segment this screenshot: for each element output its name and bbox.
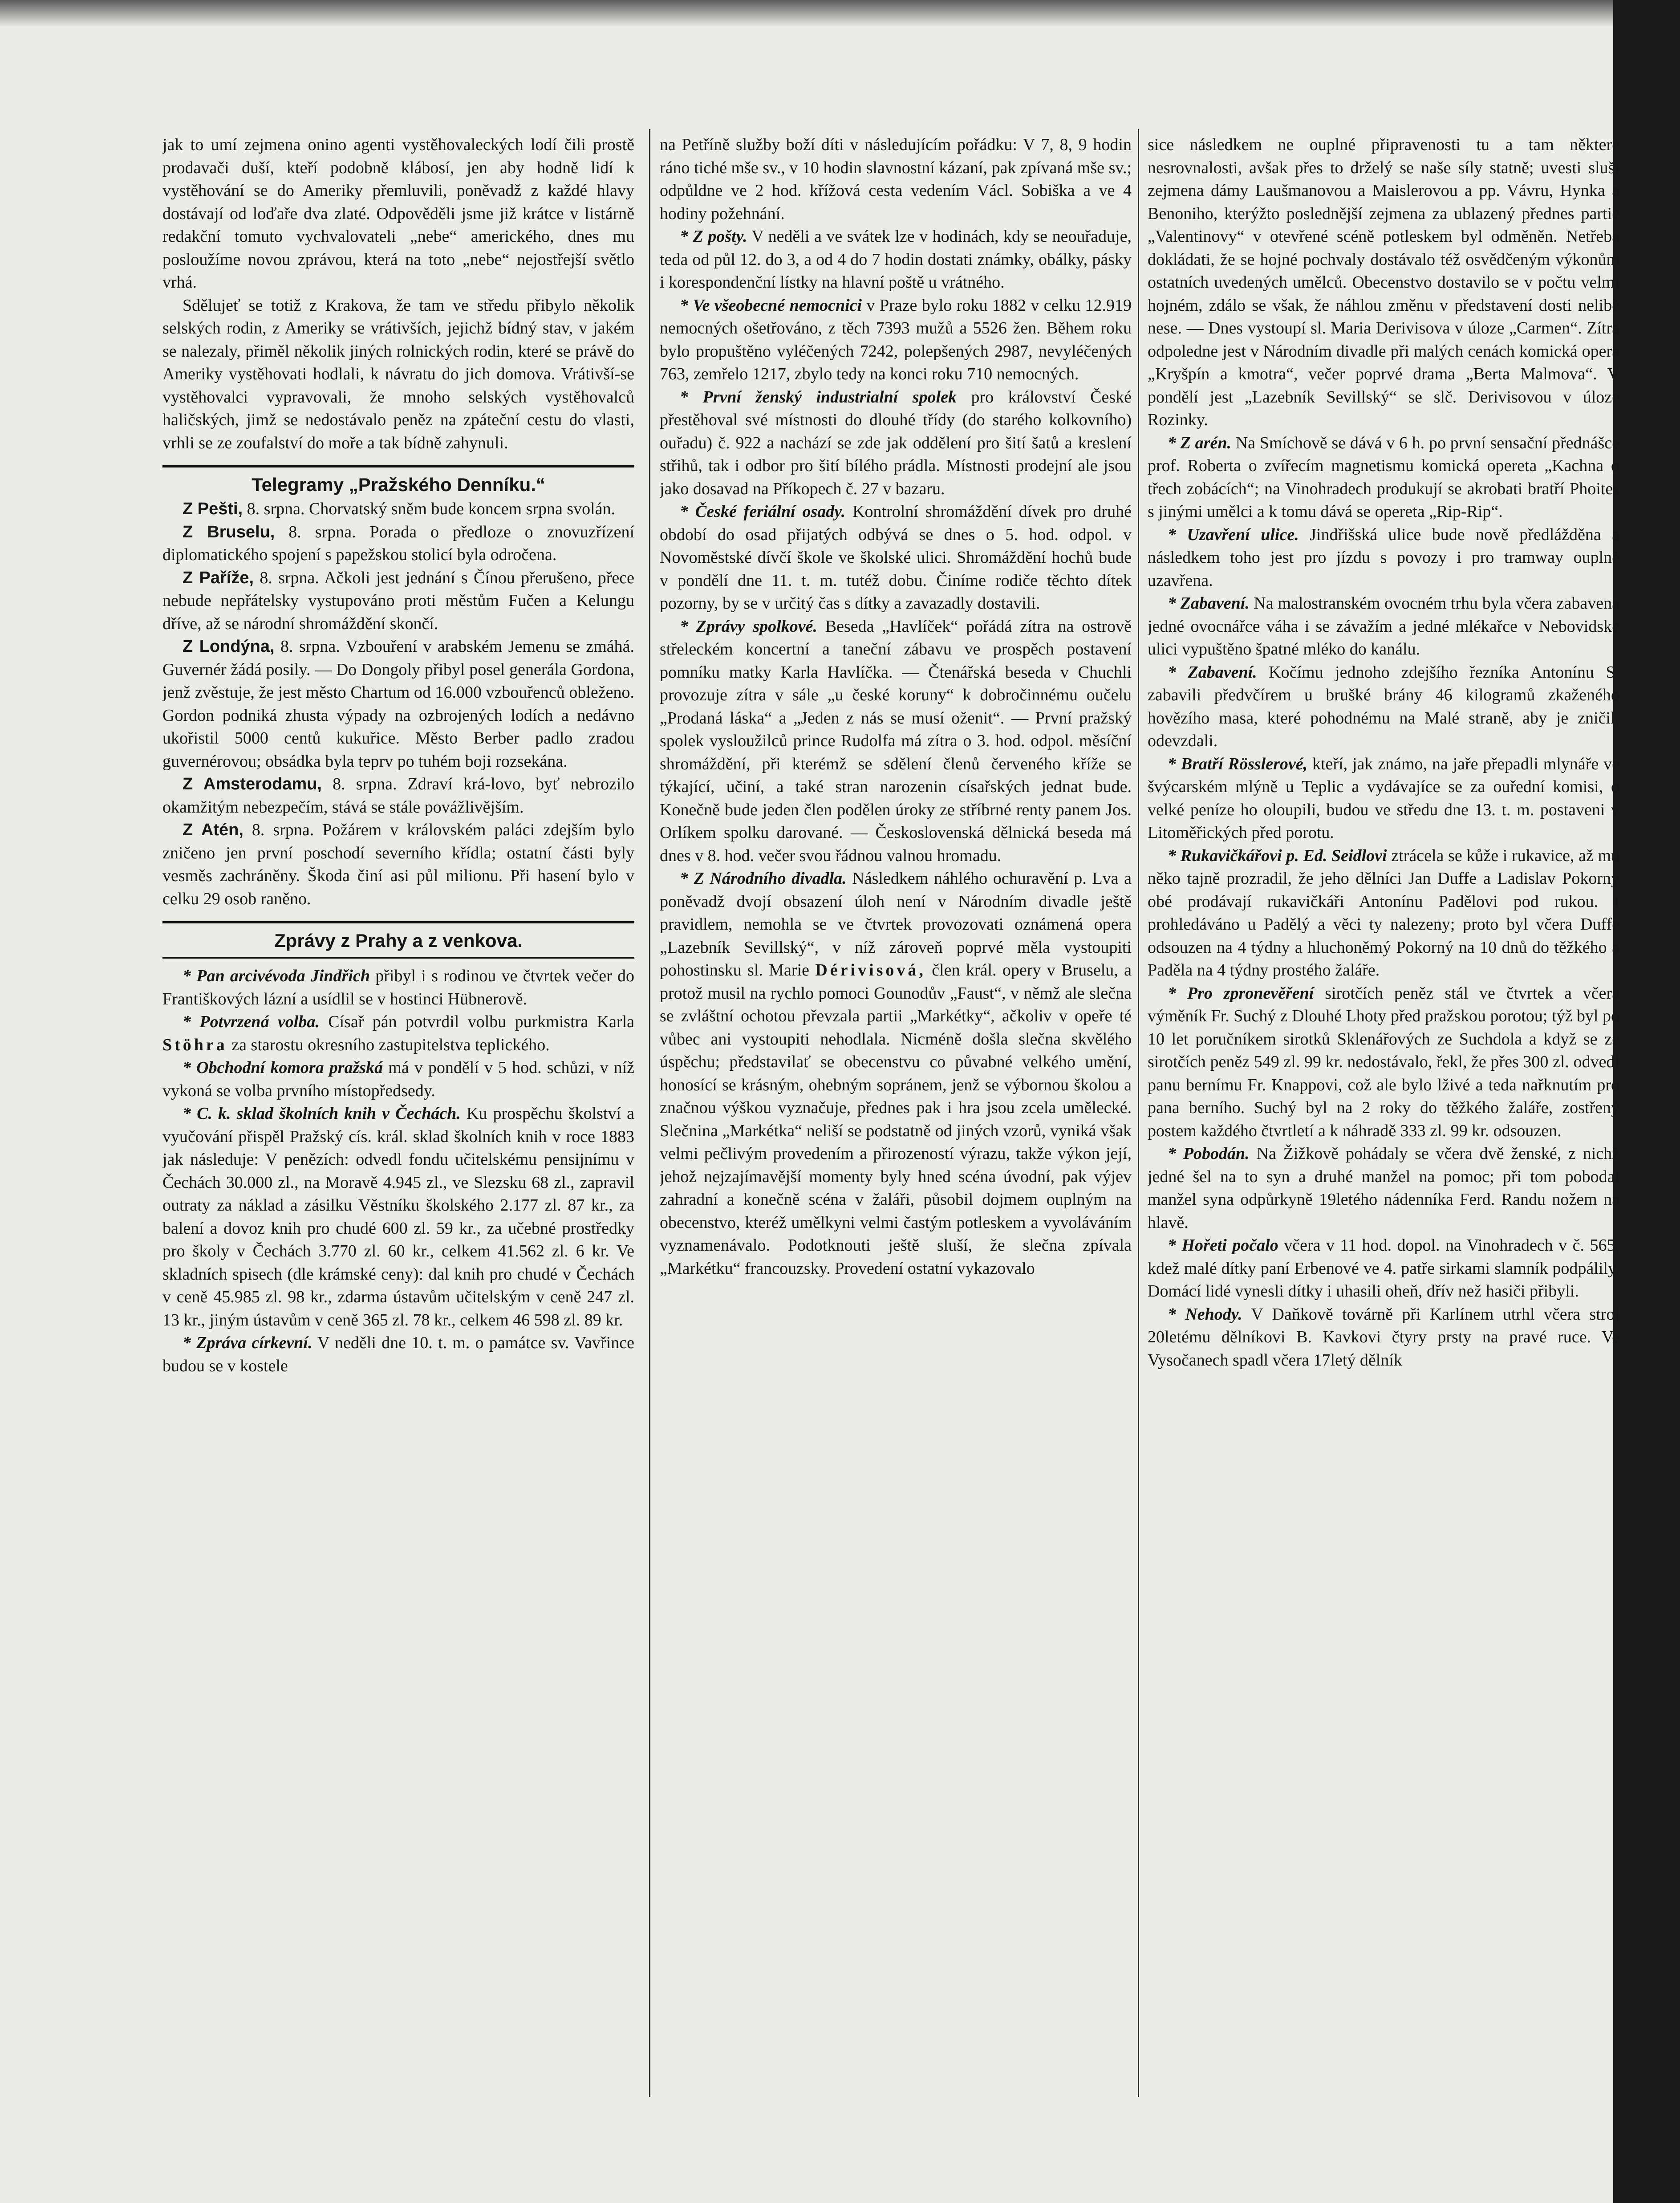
heading-rule (162, 957, 634, 959)
news-title: * Nehody. (1168, 1305, 1242, 1324)
news-title: * Zabavení. (1168, 594, 1250, 613)
news-text: Následkem náhlého ochuravění p. Lva a poněvadž dvojí obsazení úloh není v Národním divadle ještě pravidlem, nemohla se ve čtvrtek provozovati oznámená opera „Lazebník Sevillský“, v níž zároveň poprvé měla vystoupiti pohostinsku sl. Marie (660, 869, 1132, 980)
news-title: * Zpráva církevní. (183, 1333, 312, 1352)
news-name: Dérivisová, (815, 961, 926, 980)
news-text: pro království České přestěhoval své místnosti do dlouhé třídy (do starého kolkovního) ouřadu) č. 922 a nachází se zde jak oddělení pro šití šatů a kreslení střihů, tak i odbor pro šití bílého prádla. Místnosti prodejní ale jsou jako dosavad na Příkopech č. 27 v bazaru. (660, 387, 1132, 498)
telegram-item (162, 635, 634, 773)
telegrams-heading: Telegramy „Pražského Denníku.“ (252, 474, 545, 495)
news-title: * Z Národního divadla. (680, 869, 847, 888)
news-title: * Obchodní komora pražská (183, 1058, 383, 1077)
news-title: * Zprávy spolkové. (680, 617, 817, 636)
news-title: * Rukavičkářovi p. Ed. Seidlovi (1168, 846, 1387, 865)
telegram-text: 8. srpna. Zdraví krá-lovo, byť nebrozilo okamžitým nebezpečím, stává se stále povážlivějším. (162, 775, 634, 817)
news-text: má v pondělí v 5 hod. schůzi, v níž vykoná se volba prvního místopředsedy. (162, 1058, 634, 1100)
scan-top-shadow (0, 0, 1680, 27)
news-title: * První ženský industrialní spolek (680, 387, 957, 406)
news-item (1148, 845, 1619, 982)
news-text: člen král. opery v Bruselu, a protož musil na rychlo pomoci Gounodův „Faust“, v němž ale slečna se zvláštní ochotou převzala partii „Markétky“, ačkoliv v opeře té vůbec ani vystoupiti nehodlala. Nicméně došla slečna skvělého úspěchu; představilať se obecenstvu co půvabné velkého umění, honosící se krásným, ohebným sopránem, jenž se výbornou školou a značnou výškou vyznačuje, přednes pak i hra jsou zcela umělecké. Slečnina „Markétka“ neliší se podstatně od jiných vzorů, vyniká však velmi pečlivým provedením a přirozeností výrazu, takže výkon její, jehož nejzajímavější momenty byly hned scéna úvodní, pak výjev zahradní a konečně scéna v žaláři, působil dojmem ouplným na obecenstvo, kteréž umělkyni velmi častým potleskem a vyvoláváním vyznamenávalo. Podotknouti ještě sluší, že slečna zpívala „Markétku“ francouzsky. Provedení ostatní vykazovalo (660, 961, 1132, 1278)
news-title: * Uzavření ulice. (1168, 525, 1299, 544)
news-text: V Daňkově továrně při Karlínem utrhl včera stroj 20letému dělníkovi B. Kavkovi čtyry prsty na pravé ruce. Ve Vysočanech spadl včera 17letý dělník (1148, 1305, 1619, 1370)
news-text: Jindřišská ulice bude nově předlážděna a následkem toho jest pro jízdu s povozy i pro tramway ouplně uzavřena. (1148, 525, 1619, 590)
news-title: * Hořeti počalo (1168, 1236, 1278, 1255)
news-title: * České feriální osady. (680, 502, 846, 521)
news-item (1148, 592, 1619, 661)
telegram-place: Z Bruselu, (183, 522, 275, 541)
news-item (1148, 1234, 1619, 1303)
news-item (162, 1057, 634, 1102)
news-title: * C. k. sklad školních knih v Čechách. (183, 1104, 461, 1123)
news-item (1148, 661, 1619, 753)
news-item (1148, 432, 1619, 524)
column-divider (1138, 129, 1139, 2097)
paragraph: na Petříně služby boží díti v následujícím pořádku: V 7, 8, 9 hodin ráno tiché mše sv., v 10 hodin slavnostní kázaní, pak zpívaná mše sv.; odpůldne ve 2 hod. křížová cesta vedením Václ. Sobiška a ve 4 hodiny požehnání. (660, 135, 1132, 223)
news-text: Na malostranském ovocném trhu byla včera zabavena jedné ovocnářce váha i se závažím a jedné mlékařce v Nebovidské ulici vypuštěno špatné mléko do kanálu. (1148, 594, 1619, 658)
news-item (660, 500, 1132, 615)
news-text: přibyl i s rodinou ve čtvrtek večer do Františkových lázní a usídlil se v hostinci Hübnerově. (162, 967, 634, 1008)
news-item (1148, 753, 1619, 845)
news-text: Císař pán potvrdil volbu purkmistra Karla (328, 1012, 634, 1031)
telegram-item (162, 567, 634, 636)
paragraph: jak to umí zejmena onino agenti vystěhovaleckých lodí čili prostě prodavači duší, kteří podobně klábosí, jen aby hodně lidí k vystěhování se do Ameriky přemluvili, poněvadž z každé hlavy dostávají od loďaře dva zlaté. Odpověděli jsme již krátce v listárně redakční tomuto vychvalovateli „nebe“ amerického, dnes mu posloužíme novou zprávou, která na toto „nebe“ nejostřejší světlo vrhá. (162, 135, 634, 292)
telegram-item (162, 498, 634, 521)
news-text: Kočímu jednoho zdejšího řezníka Antonínu S. zabavili předvčírem u brušké brány 46 kilogramů zkaženého hovězího masa, které pohodnému na Malé straně, aby je zničil, odevzdali. (1148, 663, 1619, 750)
news-item (1148, 524, 1619, 593)
news-text: sirotčích peněz stál ve čtvrtek a včera výměník Fr. Suchý z Dlouhé Lhoty před pražskou porotou; týž byl po 10 let poručníkem sirotků Sklenářových ze Suchdola a když se ze sirotčích peněz 549 zl. 99 kr. nedostávalo, řekl, že přes 300 zl. odvedl panu bernímu Fr. Knappovi, což ale bylo lživé a teda nařknutím pro pana berního. Suchý byl na 2 roky do těžkého žaláře, zostřený postem každého čtvrtletí a k náhradě 333 zl. 99 kr. odsouzen. (1148, 984, 1619, 1140)
telegram-place: Z Amsterodamu, (183, 775, 322, 793)
telegram-place: Z Atén, (183, 821, 243, 839)
column-3 (1148, 134, 1619, 2137)
telegram-place: Z Londýna, (183, 637, 275, 656)
paragraph: sice následkem ne ouplné připravenosti tu a tam některé nesrovnalosti, avšak přes to drželý se naše síly statně; uvesti sluší zejmena dámy Laušmanovou a Maislerovou a pp. Vávru, Hynka a Benoniho, kterýžto poslednější zejmena za ublazený přednes partie „Valentinovy“ v otevřené scéně potleskem byl odměněn. Netřeba dokládati, že se hojné pochvaly dostávalo též osvědčeným výkonům ostatních uvedených umělců. Obecenstvo dostavilo se v počtu velmi hojném, zdálo se však, že náhlou změnu v představení dosti nelibě nese. — Dnes vystoupí sl. Maria Derivisova v úloze „Carmen“. Zítra odpoledne jest v Národním divadle při malých cenách komická opera „Kryšpín a kmotra“, večer poprvé drama „Berta Malmova“. V pondělí jest „Lazebník Sevillský“ se slč. Derivisovou v úloze Rozinky. (1148, 135, 1619, 429)
telegram-text: 8. srpna. Porada o předloze o znovuzřízení diplomatického spojení s papežskou stolicí byla odročena. (162, 522, 634, 564)
telegram-item (162, 773, 634, 819)
news-title: * Zabavení. (1168, 663, 1257, 682)
news-item (162, 1332, 634, 1378)
news-text: ztrácela se kůže i rukavice, až mu něko tajně prozradil, že jeho dělníci Jan Duffe a Ladislav Pokorný obé prodávají rukavičkáři Antonínu Padělovi pod rukou. I prohledáváno u Padělý a věci ty nalezeny; proto byl včera Duffe odsouzen na 4 týdny a hluchoněmý Pokorný na 10 dnů do těžkého a Paděla na 4 týdny prostého žaláře. (1148, 846, 1619, 980)
news-item (1148, 1303, 1619, 1372)
telegram-text: 8. srpna. Ačkoli jest jednání s Čínou přerušeno, přece nebude nepřátelsky vystupováno proti městům Fučen a Kelungu dříve, až se národní shromáždění skončí. (162, 568, 634, 633)
news-heading: Zprávy z Prahy a z venkova. (274, 930, 523, 951)
news-item (1148, 1142, 1619, 1234)
column-divider (649, 129, 650, 2097)
telegram-item (162, 819, 634, 910)
news-title: * Ve všeobecné nemocnici (680, 296, 862, 315)
news-item (660, 615, 1132, 868)
news-text: Beseda „Havlíček“ pořádá zítra na ostrově střeleckém koncertní a taneční zábavu ve prospěch postavení pomníku matky Karla Havlíčka. — Čtenářská beseda v Chuchli provozuje zítra v sále „u české koruny“ k dobročinnému oučelu „Prodaná láska“ a „Jeden z nás se musí oženit“. — První pražský spolek vysloužilců prince Rudolfa má zítra o 3. hod. odpol. měsíční shromáždění, při kterémž se sdělení členů červeného kříže se týkající, učiní, a také stran narozenin císařských jednat bude. Konečně bude jeden člen podělen úroky ze stříbrné renty panem Jos. Orlíkem spolku darované. — Československá dělnická beseda má dnes v 8. hod. večer svou řádnou valnou hromadu. (660, 617, 1132, 865)
news-text: V neděli a ve svátek lze v hodinách, kdy se neouřaduje, teda od půl 12. do 3, a od 4 do 7 hodin dostati známky, obálky, pásky i korespondenční lístky na hlavní poště u vrátného. (660, 227, 1132, 292)
news-text: V neděli dne 10. t. m. o památce sv. Vavřince budou se v kostele (162, 1333, 634, 1375)
news-item (162, 1011, 634, 1057)
news-title: * Pro zpronevěření (1168, 984, 1314, 1003)
news-item (660, 386, 1132, 501)
news-item (162, 965, 634, 1011)
news-item (162, 1102, 634, 1332)
news-item (1148, 982, 1619, 1143)
news-text: Kontrolní shromáždění dívek pro druhé období do osad přijatých odbývá se dnes o 5. hod. odpol. v Novoměstské dívčí škole ve školské ulici. Shromáždění hochů bude v pondělí dne 11. t. m. tutéž dobu. Činíme rodiče těchto dítek pozorny, by se v určitý čas s dítky a zavazadly dostavili. (660, 502, 1132, 613)
news-title: * Z arén. (1168, 433, 1231, 452)
scan-right-border (1613, 0, 1680, 2203)
news-text: za starostu okresního zastupitelstva teplického. (231, 1035, 550, 1054)
news-text: v Praze bylo roku 1882 v celku 12.919 nemocných ošetřováno, z těch 7393 mužů a 5526 žen. Během roku bylo propuštěno vyléčených 7242, polepšených 2987, nevyléčených 763, zemřelo 1217, zbylo tedy na konci roku 710 nemocných. (660, 296, 1132, 383)
news-title: * Z pošty. (680, 227, 747, 246)
telegram-item (162, 521, 634, 567)
news-text: Ku prospěchu školství a vyučování přispěl Pražský cís. král. sklad školních knih v roce 1883 jak následuje: V penězích: odvedl fondu učitelskému pensijnímu v Čechách 30.000 zl., na Moravě 4.945 zl., ve Slezsku 68 zl., zapravil outraty za náklad a zásilku Věstníku školského 2.177 zl. 87 kr., za balení a dovoz knih pro chudé 600 zl. 59 kr., za učebné prostředky pro školy v Čechách 3.770 zl. 60 kr., celkem 41.562 zl. 6 kr. Ve skladních spisech (dle krámské ceny): dal knih pro chudé v Čechách v ceně 45.985 zl. 98 kr., zdarma ústavům učitelským v ceně 247 zl. 13 kr., jiným ústavům v ceně 365 zl. 78 kr., celkem 46 598 zl. 89 kr. (162, 1104, 634, 1329)
column-1 (162, 134, 634, 2137)
news-text: kteří, jak známo, na jaře přepadli mlynáře ve švýcarském mlýně u Teplic a vydávajíce se za ouřední komisi, o velké peníze ho oloupili, budou ve středu dne 13. t. m. postaveni v Litoměřických před porotu. (1148, 754, 1619, 842)
column-2 (660, 134, 1132, 2137)
news-name: Stöhra (162, 1035, 227, 1054)
telegram-text: 8. srpna. Požárem v královském paláci zdejším bylo zničeno jen první poschodí severního křídla; ostatní části byly vesměs zachráněny. Škoda činí asi půl milionu. Při hasení bylo v celku 29 osob raněno. (162, 821, 634, 908)
news-text: včera v 11 hod. dopol. na Vinohradech v č. 565, kdež malé dítky paní Erbenové ve 4. patře sirkami slamník podpálily. Domácí lidé vynesli dítky i uhasili oheň, dřív než hasiči přibyli. (1148, 1236, 1619, 1301)
telegram-text: 8. srpna. Chorvatský sněm bude koncem srpna svolán. (247, 500, 616, 518)
news-item (660, 294, 1132, 386)
paragraph: Sdělujeť se totiž z Krakova, že tam ve středu přibylo několik selských rodin, z Ameriky se vrátivších, jejichž bídný stav, v jakém se nalezaly, přiměl několik jiných rolnických rodin, které se právě do Ameriky vystěhovati hodlali, k návratu do jich domova. Vrátivší-se vystěhovalci vypravovali, že mnoho selských vystěhovalců haličských, jimž se nedostávalo peněz na zpáteční cestu do vlasti, vrhli se ze zoufalství do moře a tak bídně zahynuli. (162, 296, 634, 452)
news-text: Na Smíchově se dává v 6 h. po první sensační přednášce prof. Roberta o zvířecím magnetismu komická opereta „Kachna o třech zobácích“; na Vinohradech produkují se akrobati bratří Phoites s jinými umělci a k tomu dává se opereta „Rip-Rip“. (1148, 433, 1619, 521)
news-title: * Pobodán. (1168, 1144, 1250, 1163)
news-title: * Bratří Rösslerové, (1168, 754, 1308, 773)
section-rule (162, 465, 634, 467)
news-item (660, 867, 1132, 1280)
news-text: Na Žižkově pohádaly se včera dvě ženské, z nichž jedné šel na to syn a druhé manžel na pomoc; při tom pobodal manžel syna odpůrkyně 19letého nádenníka Ferd. Randu nožem na hlavě. (1148, 1144, 1619, 1232)
telegram-place: Z Pešti, (183, 500, 243, 518)
section-rule (162, 921, 634, 923)
telegram-place: Z Paříže, (183, 568, 254, 587)
news-title: * Pan arcivévoda Jindřich (183, 967, 370, 985)
news-item (660, 225, 1132, 294)
news-title: * Potvrzená volba. (183, 1012, 320, 1031)
telegram-text: 8. srpna. Vzbouření v arabském Jemenu se zmáhá. Guvernér žádá posily. — Do Dongoly přibyl posel generála Gordona, jenž zvěstuje, že jest město Chartum od 16.000 vzbouřenců obleženo. Gordon podniká zhusta výpady na ozbrojených lodích a nedávno ukořistil 5000 centů kukuřice. Město Berber padlo zradou guvernérovou; obsádka byla teprv po tuhém boji rozsekána. (162, 637, 634, 771)
